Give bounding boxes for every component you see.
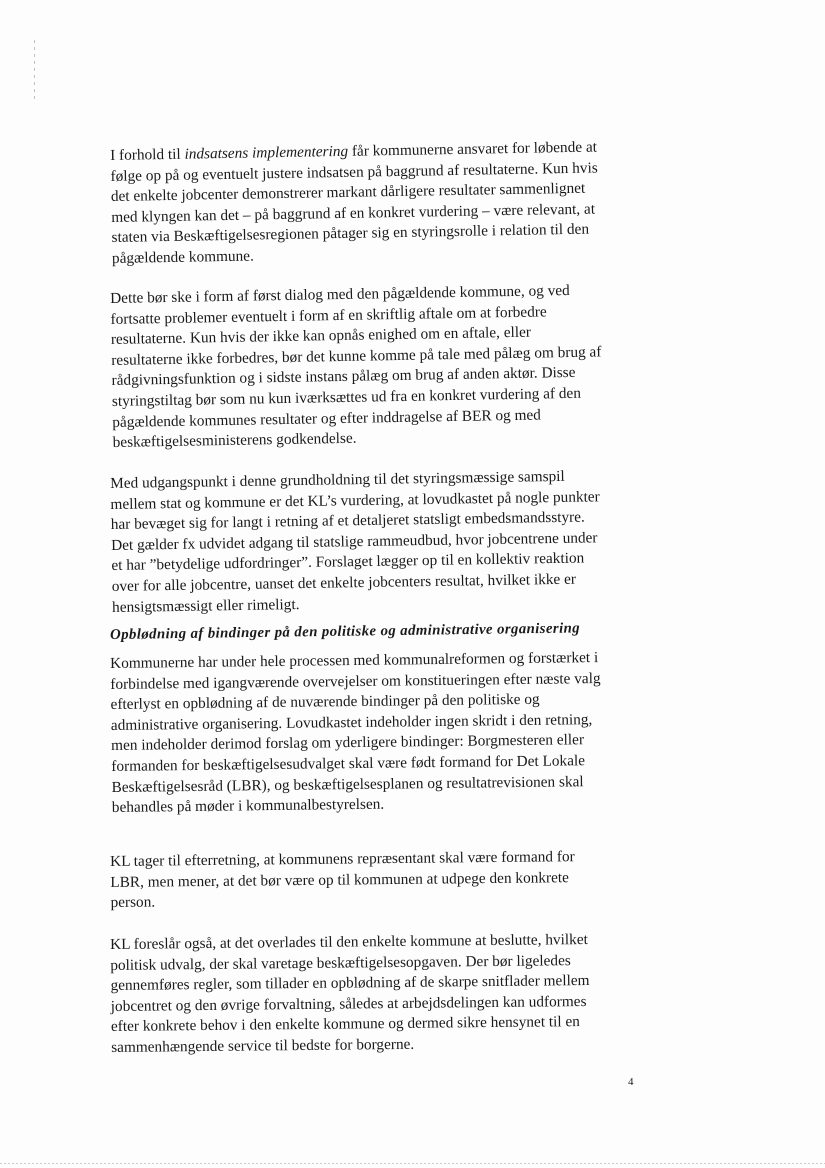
paragraph-committee: KL foreslår også, at det overlades til den enkelte kommune at beslutte, hvilket politisk udvalg, der skal varetage beskæftigelsesopgaven. Der bør ligeledes gennemføres regler, som tillader en opblødning af de skarpe snitflader mellem jobcentret og den øvrige forvaltning, således at arbejdsdelingen kan udformes efter konkrete behov i den enkelte kommune og dermed sikre hensynet til en sammenhængende service til bedste for borgerne.: [110, 930, 590, 1056]
italic-term-implementation: indsatsens implementering: [184, 142, 349, 163]
paragraph-bindings: Kommunerne har under hele processen med kommunalreformen og forstærket i forbindelse med igangværende overvejelser om konstitueringen efter næste valg efterlyst en opblødning af de nuværende bindinger på den politiske og administrative organisering. Lovudkastet indeholder ingen skridt i den retning, men indeholder derimod forslag om yderligere bindinger: Borgmesteren eller formanden for beskæftigelsesudvalget skal være født formand for Det Lokale Beskæftigelsesråd (LBR), og beskæftigelsesplanen og resultatrevisionen skal behandles på møder i kommunalbestyrelsen.: [110, 649, 601, 817]
paragraph-implementation-lead: I forhold til: [110, 145, 185, 164]
scan-bottom-edge: [0, 1163, 825, 1164]
scan-margin-mark: [34, 40, 35, 100]
section-heading: Opblødning af bindinger på den politiske og administrative organisering: [110, 620, 581, 643]
paragraph-dialog: Dette bør ske i form af først dialog med den pågældende kommune, og ved fortsatte problemer eventuelt i form af en skriftlig aftale om at forbedre resultaterne. Kun hvis der ikke kan opnås enighed om en aftale, eller resultaterne ikke forbedres, bør det kunne komme på tale med pålæg om brug af rådgivningsfunktion og i sidste instans pålæg om brug af anden aktør. Disse styringstiltag bør som nu kun iværksættes ud fra en konkret vurdering af den pågældende kommunes resultater og efter inddragelse af BER og med beskæftigelsesministerens godkendelse.: [110, 281, 602, 452]
paragraph-kl-assessment: Med udgangspunkt i denne grundholdning til det styringsmæssige samspil mellem stat og kommune er det KL’s vurdering, at lovudkastet på nogle punkter har bevæget sig for langt i retning af et detaljeret statsligt embedsmandsstyre. Det gælder fx udvidet adgang til statslige rammeudbud, hvor jobcentrene under et har ”betydelige udfordringer”. Forslaget lægger op til en kollektiv reaktion over for alle jobcentre, uanset det enkelte jobcenters resultat, hvilket ikke er hensigtsmæssigt eller rimeligt.: [110, 467, 600, 616]
paragraph-lbr-chair: KL tager til efterretning, at kommunens repræsentant skal være formand for LBR, men mener, at det bør være op til kommunen at udpege den konkrete person.: [110, 848, 575, 912]
page-number: 4: [628, 1076, 634, 1088]
paragraph-implementation-rest: får kommunerne ansvaret for løbende at følge op på og eventuelt justere indsatsen på baggrund af resultaterne. Kun hvis det enkelte jobcenter demonstrerer markant dårligere resultater sammenlignet med klyngen kan det – på baggrund af en konkret vurdering – være relevant, at staten via Beskæftigelsesregionen påtager sig en styringsrolle i relation til den pågældende kommune.: [110, 138, 598, 267]
paragraph-implementation: [110, 137, 604, 269]
